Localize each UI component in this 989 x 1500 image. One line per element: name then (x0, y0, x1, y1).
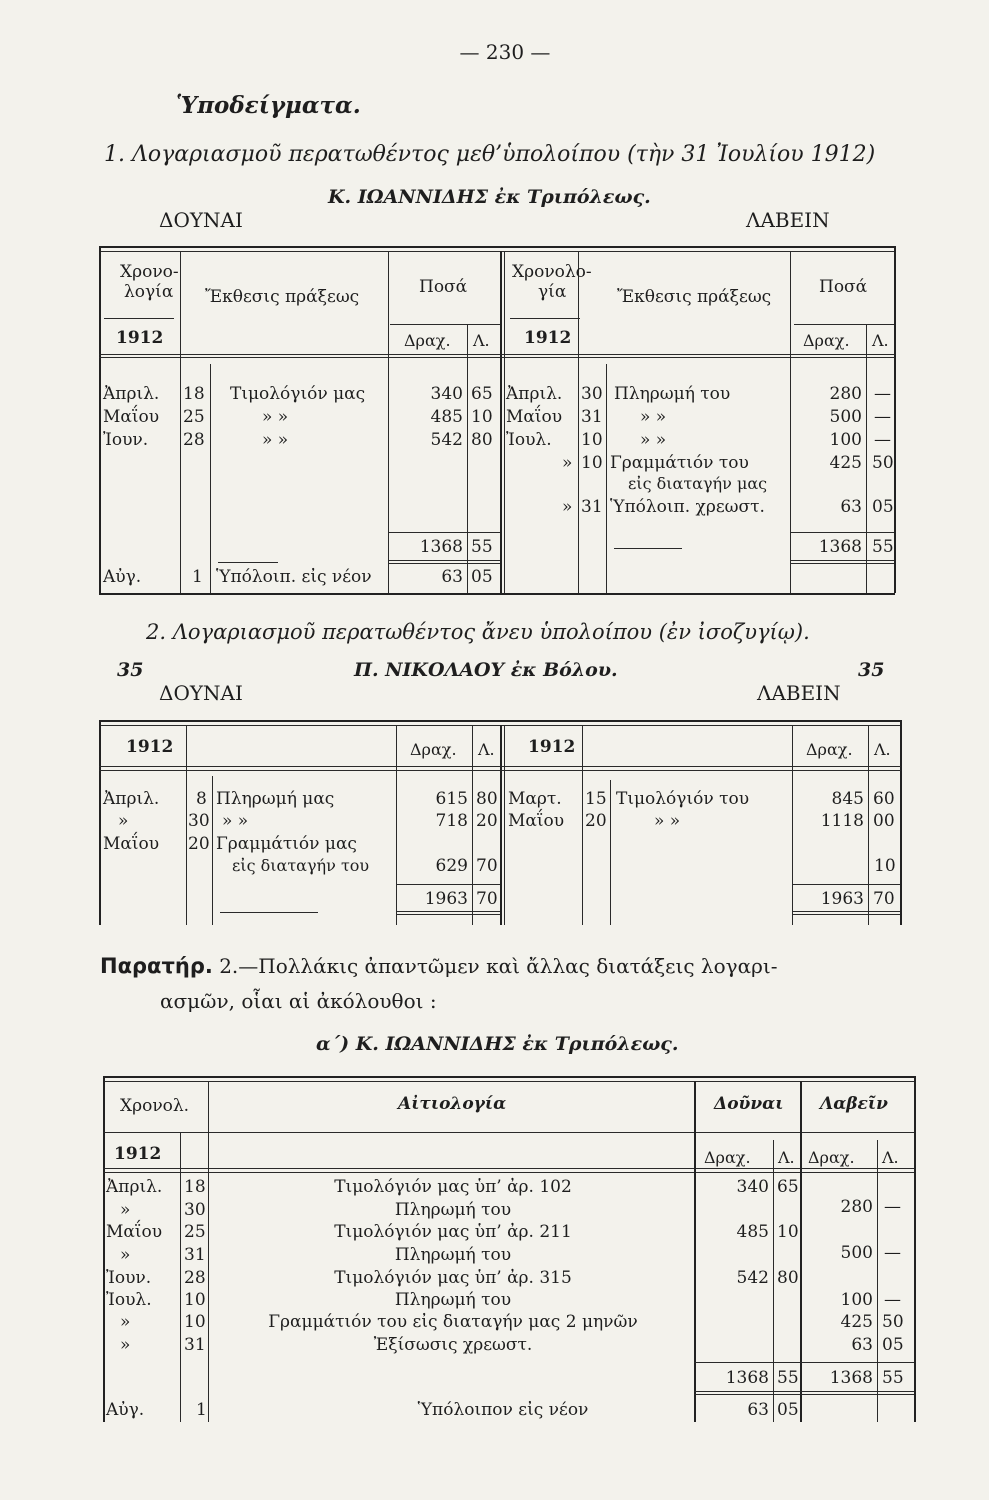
t1-header-amount-right: Ποσά (819, 277, 868, 297)
example2-page-ref-right: 35 (858, 659, 885, 681)
t1-header-drachmas-right: Δραχ. (803, 331, 850, 350)
t1-credit-total-dr: 1368 (818, 537, 862, 557)
note-line1: 2.—Πολλάκις ἀπαντῶμεν καὶ ἄλλας διατάξεις λογαρι- (219, 954, 778, 978)
t3-header-debit-lepta: Λ. (778, 1148, 795, 1167)
t2-credit-total-l: 70 (873, 889, 895, 909)
t2-credit-total-dr: 1963 (820, 889, 864, 909)
example1-debit-label: ΔΟΥΝΑΙ (159, 208, 243, 232)
t2-debit-total-l: 70 (476, 889, 498, 909)
t3-header-credit-lepta: Λ. (882, 1148, 899, 1167)
t1-header-amount: Ποσά (419, 277, 468, 297)
t1-header-lepta-left: Λ. (473, 331, 490, 350)
t2-header-drachmas-right: Δραχ. (806, 740, 853, 759)
t2-header-lepta-left: Λ. (478, 740, 495, 759)
page-number: — 230 — (459, 40, 551, 64)
t1-header-chronology: Χρονο- λογία (120, 262, 179, 302)
t2-debit-total-dr: 1963 (424, 889, 468, 909)
t3-header-debit: Δοῦναι (714, 1094, 784, 1114)
t1-header-lepta-right: Λ. (872, 331, 889, 350)
t3-header-chronology: Χρονολ. (120, 1096, 190, 1116)
section-heading: Ὑποδείγματα. (176, 92, 361, 119)
note-label: Παρατήρ. (100, 954, 213, 978)
example2-debit-label: ΔΟΥΝΑΙ (159, 681, 243, 705)
t3-header-year: 1912 (114, 1144, 162, 1164)
t1-header-drachmas-left: Δραχ. (404, 331, 451, 350)
t3-header-debit-drachmas: Δραχ. (704, 1148, 751, 1167)
t2-header-year-left: 1912 (126, 737, 174, 757)
t3-header-reason: Αἰτιολογία (398, 1094, 507, 1114)
t1-header-description-right: Ἔκθεσις πράξεως (617, 287, 772, 307)
example2-title: 2. Λογαριασμοῦ περατωθέντος ἄνευ ὑπολοίπου (ἐν ἰσοζυγίῳ). (146, 620, 810, 644)
t1-header-chronology-right: Χρονολο- γία (512, 262, 592, 302)
note-line2: ασμῶν, οἷαι αἱ ἀκόλουθοι : (160, 989, 437, 1013)
t2-header-year-right: 1912 (528, 737, 576, 757)
t1-header-year-right: 1912 (524, 328, 572, 348)
t1-debit-total-l: 55 (471, 537, 493, 557)
t3-header-credit-drachmas: Δραχ. (808, 1148, 855, 1167)
t1-header-description: Ἔκθεσις πράξεως (205, 287, 360, 307)
t1-credit-total-l: 55 (872, 537, 894, 557)
t3-header-credit: Λαβεῖν (820, 1094, 888, 1114)
note-paragraph (100, 954, 777, 978)
t2-credit-extra-lepta: 10 (874, 856, 896, 876)
t1-debit-total-dr: 1368 (419, 537, 463, 557)
example1-credit-label: ΛΑΒΕΙΝ (746, 208, 830, 232)
example2-client: Π. ΝΙΚΟΛΑΟΥ ἐκ Βόλου. (354, 659, 618, 681)
example1-title: 1. Λογαριασμοῦ περατωθέντος μεθ’ὑπολοίπου (τὴν 31 Ἰουλίου 1912) (104, 142, 876, 167)
t1-header-year-left: 1912 (116, 328, 164, 348)
example1-client: Κ. ΙΩΑΝΝΙΔΗΣ ἐκ Τριπόλεως. (328, 186, 651, 208)
example3-title: α΄) Κ. ΙΩΑΝΝΙΔΗΣ ἐκ Τριπόλεως. (316, 1033, 679, 1055)
example2-page-ref-left: 35 (117, 659, 144, 681)
example2-credit-label: ΛΑΒΕΙΝ (757, 681, 841, 705)
t2-header-lepta-right: Λ. (874, 740, 891, 759)
t2-header-drachmas-left: Δραχ. (410, 740, 457, 759)
